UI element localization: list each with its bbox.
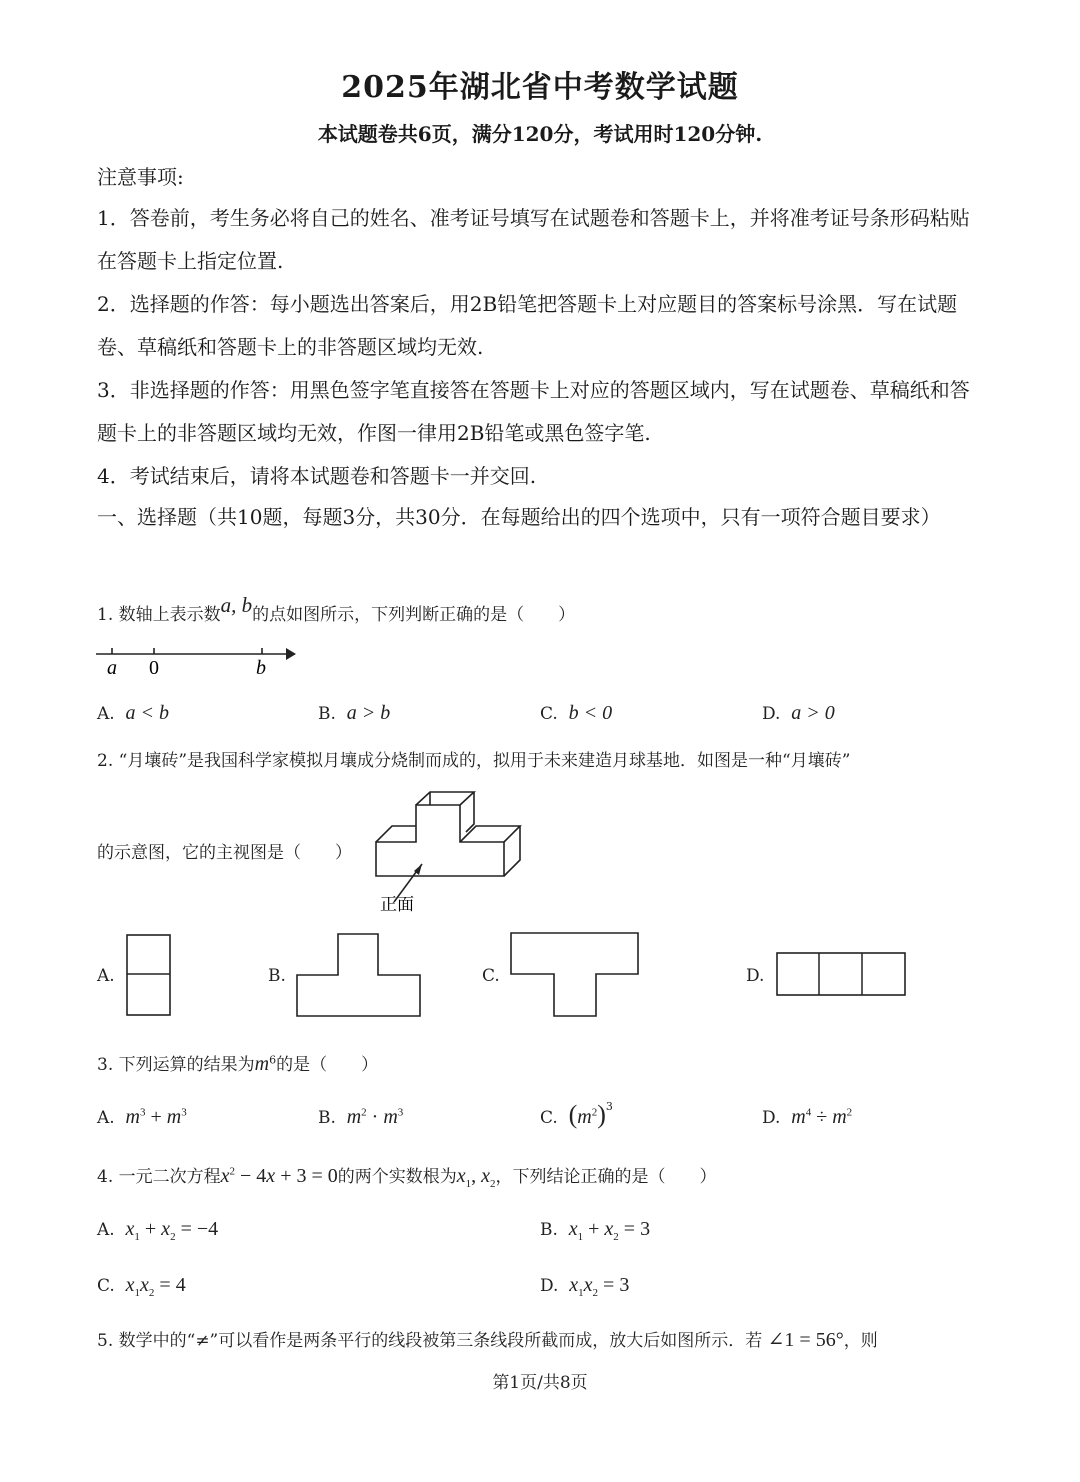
q4-option-d-value: 3	[619, 1274, 630, 1296]
q5-suffix: ，则	[843, 1331, 878, 1351]
q3-option-c-label: C.	[540, 1108, 558, 1128]
question-4: 4. 一元二次方程$x^2 - 4x + 3 = 0$的两个实数根为$x_1$, $x_2$，下列结论正确的是（ ）	[97, 1165, 717, 1190]
q1-suffix: 的点如图所示，下列判断正确的是（ ）	[252, 605, 576, 625]
q2-option-a-label[interactable]: A.	[97, 966, 115, 986]
axis-label-a: a	[107, 657, 117, 679]
q2-option-b-label[interactable]: B.	[268, 966, 286, 986]
notes-heading: 注意事项:	[97, 165, 184, 189]
q1-option-d-label: D.	[762, 704, 781, 724]
page-number: 第1页/共8页	[492, 1373, 588, 1393]
q4-option-c-value: 4	[175, 1274, 186, 1296]
q4-option-a-value: −4	[196, 1218, 219, 1240]
q1-option-c-text: b < 0	[568, 702, 613, 724]
q1-option-c-label: C.	[540, 704, 558, 724]
q2-option-a-figure[interactable]	[126, 934, 172, 1018]
q3-suffix: 的是（ ）	[276, 1055, 379, 1075]
moon-brick-figure	[370, 780, 530, 920]
q3-option-d[interactable]: D. $m^4 \div m^2$	[762, 1106, 853, 1128]
q3-base: m	[254, 1053, 270, 1075]
q4-prefix: 4. 一元二次方程	[97, 1167, 221, 1187]
q1-option-a-text: a < b	[125, 702, 169, 724]
q2-option-c-figure[interactable]	[510, 932, 642, 1020]
q3-option-a[interactable]: A. $m^3 + m^3$	[97, 1106, 187, 1128]
q4-option-a-label: A.	[97, 1220, 115, 1240]
q3-prefix: 3. 下列运算的结果为	[97, 1055, 255, 1075]
q1-option-d-text: a > 0	[791, 702, 835, 724]
q4-option-c-label: C.	[97, 1276, 115, 1296]
q1-vars: a, b	[220, 593, 253, 617]
q1-option-b[interactable]	[318, 702, 390, 725]
q1-option-a[interactable]	[97, 702, 169, 725]
q4-option-c[interactable]: C. $x_1x_2 = 4$	[97, 1274, 186, 1299]
q1-option-c[interactable]	[540, 702, 612, 725]
question-2-line1: 2. “月壤砖”是我国科学家模拟月壤成分烧制而成的，拟用于未来建造月球基地．如图是一种“月壤砖”	[97, 751, 851, 771]
axis-label-zero: 0	[149, 657, 159, 679]
front-face-label: 正面	[380, 895, 414, 914]
q3-option-b-label: B.	[318, 1108, 336, 1128]
q2-option-b-figure[interactable]	[296, 933, 424, 1019]
q2-option-d-figure[interactable]	[776, 952, 908, 998]
q4-option-a[interactable]: A. $x_1 + x_2 = -4$	[97, 1218, 219, 1243]
q3-option-b[interactable]: B. $m^2 \cdot m^3$	[318, 1106, 404, 1128]
note-item-1: 1．答卷前，考生务必将自己的姓名、准考证号填写在试题卷和答题卡上，并将准考证号条形码粘贴在答题卡上指定位置.	[97, 206, 970, 273]
question-2-line2: 的示意图，它的主视图是（ ）	[97, 843, 352, 863]
number-line-figure	[96, 640, 306, 680]
q3-option-a-label: A.	[97, 1108, 115, 1128]
q3-option-c[interactable]: C. $(m^2)^3$	[540, 1100, 613, 1129]
q1-option-b-text: a > b	[346, 702, 391, 724]
q2-option-c-label[interactable]: C.	[482, 966, 500, 986]
q4-option-d-label: D.	[540, 1276, 559, 1296]
question-1	[97, 593, 576, 626]
question-3	[97, 1050, 378, 1076]
note-item-2: 2．选择题的作答：每小题选出答案后，用2B铅笔把答题卡上对应题目的答案标号涂黑．写在试题卷、草稿纸和答题卡上的非答题区域均无效.	[97, 292, 958, 359]
q4-suffix: ，下列结论正确的是（ ）	[495, 1167, 717, 1187]
q3-option-d-label: D.	[762, 1108, 781, 1128]
q1-option-d[interactable]	[762, 702, 835, 725]
q4-option-b-label: B.	[540, 1220, 558, 1240]
q2-option-d-label[interactable]: D.	[746, 966, 765, 986]
q5-text: 5. 数学中的“≠”可以看作是两条平行的线段被第三条线段所截而成，放大后如图所示．若	[97, 1331, 763, 1351]
q1-option-a-label: A.	[97, 704, 115, 724]
q5-angle: ∠1 = 56°	[767, 1329, 844, 1351]
note-item-4: 4．考试结束后，请将本试题卷和答题卡一并交回.	[97, 464, 537, 488]
note-item-3: 3．非选择题的作答：用黑色签字笔直接答在答题卡上对应的答题区域内，写在试题卷、草稿纸和答题卡上的非答题区域均无效，作图一律用2B铅笔或黑色签字笔.	[97, 378, 970, 445]
q4-middle: 的两个实数根为	[337, 1167, 457, 1187]
q1-option-b-label: B.	[318, 704, 336, 724]
q3-exp: 6	[269, 1053, 277, 1067]
q4-option-d[interactable]: D. $x_1x_2 = 3$	[540, 1274, 630, 1299]
section-1-heading: 一、选择题（共10题，每题3分，共30分．在每题给出的四个选项中，只有一项符合题目要求）	[97, 505, 941, 529]
axis-label-b: b	[256, 657, 266, 679]
q4-option-b[interactable]: B. $x_1 + x_2 = 3$	[540, 1218, 651, 1243]
exam-subtitle: 本试题卷共6页，满分120分，考试用时120分钟.	[317, 122, 763, 146]
q4-option-b-value: 3	[640, 1218, 651, 1240]
q1-prefix: 1. 数轴上表示数	[97, 605, 221, 625]
question-5	[97, 1326, 878, 1352]
exam-title: 2025年湖北省中考数学试题	[341, 70, 739, 105]
